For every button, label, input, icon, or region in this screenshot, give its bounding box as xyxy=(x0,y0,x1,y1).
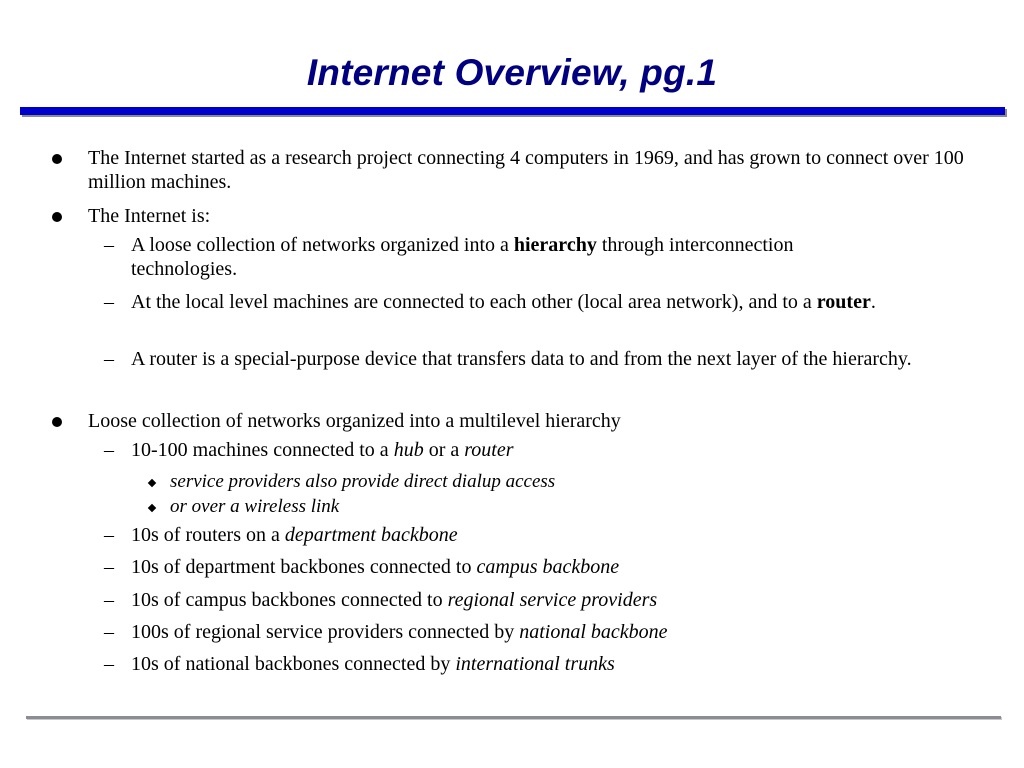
dash-marker: – xyxy=(104,653,114,675)
bullet-3-text: Loose collection of networks organized into a multilevel hierarchy xyxy=(88,410,621,432)
bullet-2-text: The Internet is: xyxy=(88,205,211,227)
bullet-2-sub-3: A router is a special-purpose device that transfers data to and from the next layer of the hierarchy. xyxy=(131,348,912,370)
bullet-3-sub-4: 10s of campus backbones connected to regional service providers xyxy=(131,589,658,611)
bullet-3-sub-1: 10-100 machines connected to a hub or a router xyxy=(131,439,514,461)
slide-title: Internet Overview, pg.1 xyxy=(306,52,718,93)
bullet-2-sub-2: At the local level machines are connected to each other (local area network), and to a router. xyxy=(131,291,876,313)
bullet-3-subitem-1: service providers also provide direct dialup access xyxy=(170,471,556,492)
bullet-3-sub-3: 10s of department backbones connected to campus backbone xyxy=(131,556,620,578)
dash-marker: – xyxy=(104,524,114,546)
bullet-3-sub-5: 100s of regional service providers connected by national backbone xyxy=(131,621,668,643)
dash-marker: – xyxy=(104,291,114,313)
bullet-3-subitem-2: or over a wireless link xyxy=(170,496,340,517)
bullet-1-text: The Internet started as a research project connecting 4 computers in 1969, and has grown to connect over 100 million machines. xyxy=(88,147,964,193)
dash-marker: – xyxy=(104,556,114,578)
dash-marker: – xyxy=(104,589,114,611)
dash-marker: – xyxy=(104,234,114,256)
bullet-dot xyxy=(52,154,62,164)
diamond-bullet-icon xyxy=(148,479,156,487)
bullet-dot xyxy=(52,212,62,222)
diamond-bullet-icon xyxy=(148,504,156,512)
dash-marker: – xyxy=(104,621,114,643)
bullet-3-sub-6: 10s of national backbones connected by international trunks xyxy=(131,653,615,675)
bullet-3-sub-2: 10s of routers on a department backbone xyxy=(131,524,458,546)
dash-marker: – xyxy=(104,348,114,370)
dash-marker: – xyxy=(104,439,114,461)
footer-divider xyxy=(26,716,1001,719)
bullet-dot xyxy=(52,417,62,427)
bullet-2-sub-1: A loose collection of networks organized into a hierarchy through interconnection technologies. xyxy=(131,234,794,280)
